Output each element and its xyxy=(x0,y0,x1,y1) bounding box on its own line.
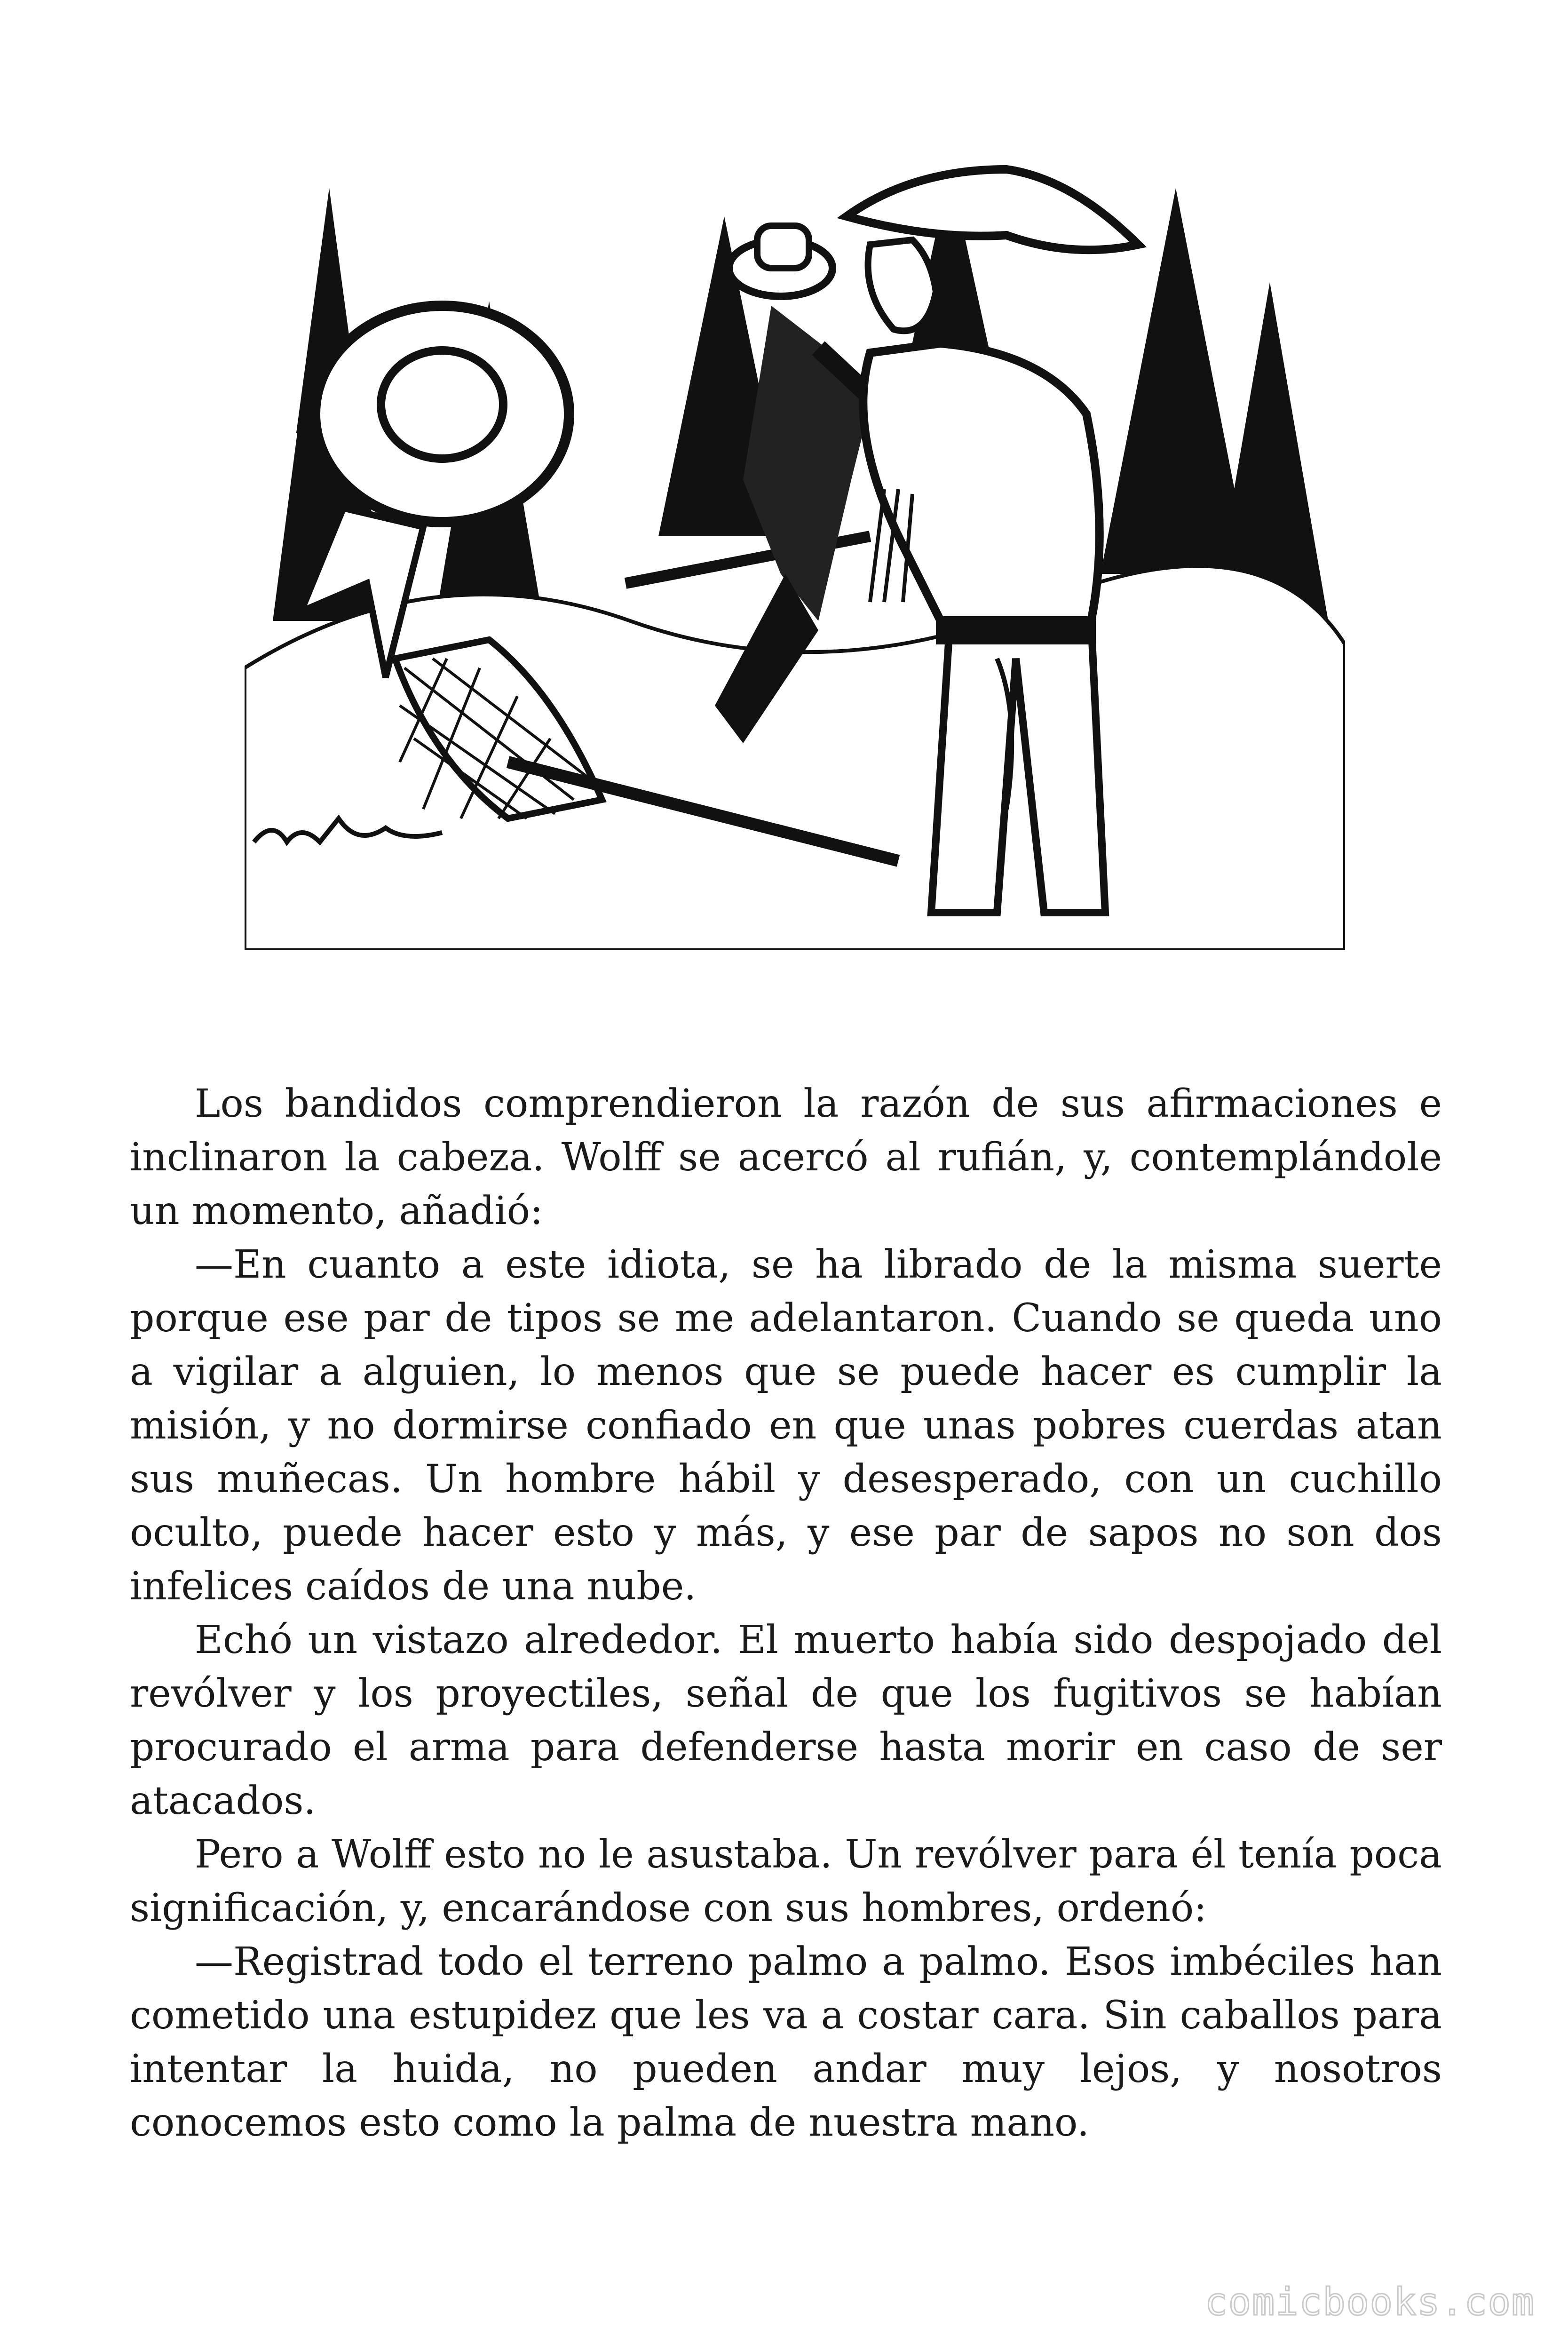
paragraph: Echó un vistazo alrededor. El muerto había sido despojado del revólver y los proyectiles, señal de que los fugitivos se habían procurado el arma para defenderse hasta morir en caso de ser atacados. xyxy=(130,1618,1442,1823)
illustration xyxy=(245,151,1345,950)
paragraph: —En cuanto a este idiota, se ha librado de la misma suerte porque ese par de tipos se me adelantaron. Cuando se queda uno a vigilar a alguien, lo menos que se puede hacer es cumplir la misión, y no dormirse confiado en que unas pobres cuerdas atan sus muñecas. Un hombre hábil y desesperado, con un cuchillo oculto, puede hacer esto y más, y ese par de sapos no son dos infelices caídos de una nube. xyxy=(130,1242,1442,1609)
body-text xyxy=(130,1077,1442,2150)
cowboys-forest-illustration xyxy=(245,151,1345,950)
paragraph: Los bandidos comprendieron la razón de sus afirmaciones e inclinaron la cabeza. Wolff se acercó al rufián, y, contemplándole un momento, añadió: xyxy=(130,1081,1442,1233)
paragraph: —Registrad todo el terreno palmo a palmo. Esos imbéciles han cometido una estupidez que les va a costar cara. Sin caballos para intentar la huida, no pueden andar muy lejos, y nosotros conocemos esto como la palma de nuestra mano. xyxy=(130,1939,1442,2145)
watermark: comicbooks.com xyxy=(1204,2280,1535,2324)
paragraph: Pero a Wolff esto no le asustaba. Un revólver para él tenía poca significación, y, encarándose con sus hombres, ordenó: xyxy=(130,1832,1442,1931)
